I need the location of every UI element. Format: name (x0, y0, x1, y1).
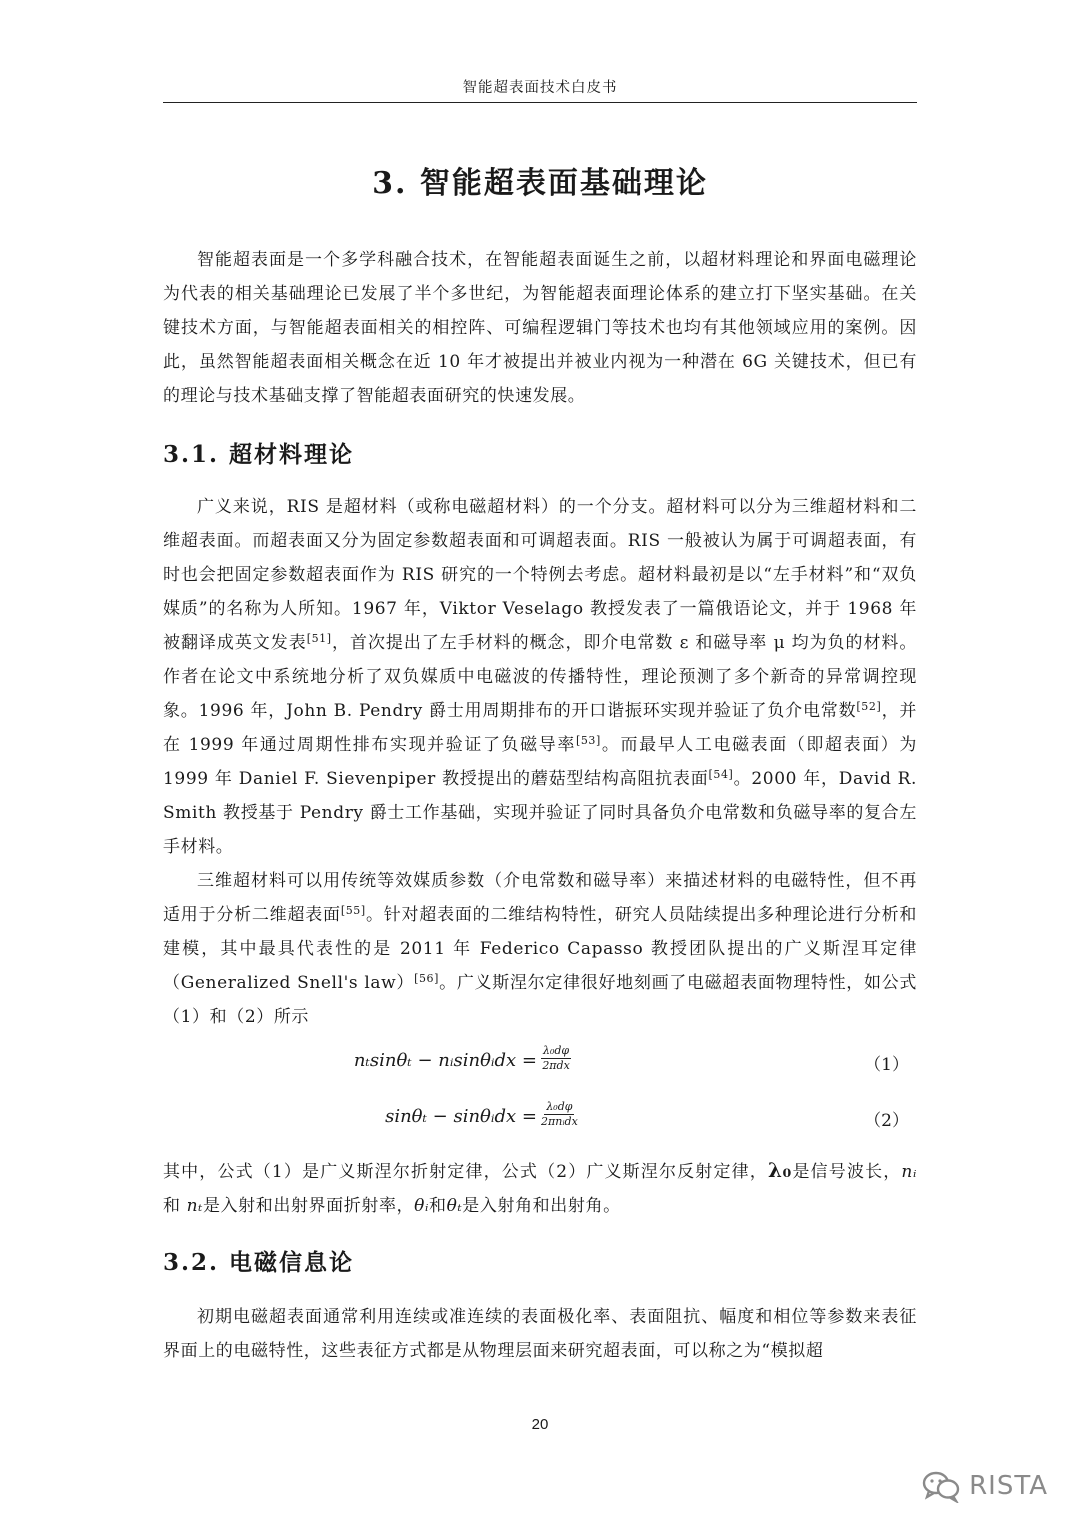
header-title: 智能超表面技术白皮书 (462, 80, 618, 96)
citation[interactable]: [52] (856, 700, 882, 713)
section-3-1-heading: 3.1. 超材料理论 (163, 441, 355, 468)
equation-1 (163, 1044, 917, 1084)
section-3-2-paragraph-1: 初期电磁超表面通常利用连续或准连续的表面极化率、表面阻抗、幅度和相位等参数来表征界面上的电磁特性，这些表征方式都是从物理层面来研究超表面，可以称之为“模拟超 (163, 1307, 917, 1361)
text-span: ，并在 1999 年通过周期性排布实现并验证了负磁导率 (163, 701, 918, 755)
citation[interactable]: [51] (306, 632, 332, 645)
citation[interactable]: [54] (708, 768, 734, 781)
wechat-icon (921, 1469, 961, 1503)
section-3-2-heading: 3.2. 电磁信息论 (163, 1249, 355, 1276)
text-span: 。广义斯涅尔定律很好地刻画了电磁超表面物理特性，如公式（1）和（2）所示 (163, 973, 918, 1027)
equation-number: （2） (864, 1111, 909, 1131)
chapter-title: 3. 智能超表面基础理论 (372, 166, 708, 201)
equation-2 (163, 1100, 917, 1140)
text-span: 三维超材料可以用传统等效媒质参数（介电常数和磁导率）来描述材料的电磁特性，但不再适用于分析二维超表面 (163, 871, 917, 925)
text-span: 。而最早人工电磁表面（即超表面）为 1999 年 Daniel F. Sievenpiper 教授提出的蘑菇型结构高阻抗表面 (163, 735, 918, 789)
section-3-1-paragraph-1 (163, 490, 917, 864)
citation[interactable]: [55] (340, 904, 366, 917)
text-span: 和 (163, 1196, 187, 1216)
text-span: 是信号波长， (791, 1162, 902, 1182)
equation-lhs: nₜsinθₜ − nᵢsinθᵢdx = (353, 1050, 537, 1071)
text-span: 是入射角和出射角。 (462, 1196, 621, 1216)
lambda-symbol: λ₀ (767, 1158, 792, 1182)
citation[interactable]: [53] (575, 734, 601, 747)
equation-number: （1） (864, 1055, 909, 1075)
fraction-denominator: 2πnᵢdx (541, 1115, 578, 1128)
intro-paragraph: 智能超表面是一个多学科融合技术，在智能超表面诞生之前，以超材料理论和界面电磁理论为代表的相关基础理论已发展了半个多世纪，为智能超表面理论体系的建立打下坚实基础。在关键技术方面，与智能超表面相关的相控阵、可编程逻辑门等技术也均有其他领域应用的案例。因此，虽然智能超表面相关概念在近 10 年才被提出并被业内视为一种潜在 6G 关键技术，但已有的理论与技术基础支撑了智能超表面研究的快速发展。 (163, 250, 917, 406)
equation-explanation (163, 1153, 917, 1223)
symbol-theta-i: θᵢ (414, 1196, 430, 1216)
text-span: 广义来说，RIS 是超材料（或称电磁超材料）的一个分支。超材料可以分为三维超材料和二维超表面。而超表面又分为固定参数超表面和可调超表面。RIS 一般被认为属于可调超表面，有时也会把固定参数超表面作为 RIS 研究的一个特例去考虑。超材料最初是以“左手材料”和“双负媒质”的名称为人所知。1967 年，Viktor Veselago 教授发表了一篇俄语论文，并于 1968 年被翻译成英文发表 (163, 497, 917, 653)
text-span: ，首次提出了左手材料的概念，即介电常数 ε 和磁导率 μ 均为负的材料。作者在论文中系统地分析了双负媒质中电磁波的传播特性，理论预测了多个新奇的异常调控现象。1996 年，John B. Pendry 爵士用周期排布的开口谐振环实现并验证了负介电常数 (163, 633, 917, 721)
text-span: 和 (429, 1196, 447, 1216)
page-number: 20 (531, 1416, 549, 1433)
symbol-ni: nᵢ (901, 1162, 917, 1182)
symbol-theta-t: θₜ (446, 1196, 463, 1216)
fraction-numerator: λ₀dφ (543, 1044, 570, 1057)
equation-lhs: sinθₜ − sinθᵢdx = (385, 1106, 537, 1127)
text-span: 。2000 年，David R. Smith 教授基于 Pendry 爵士工作基础，实现并验证了同时具备负介电常数和负磁导率的复合左手材料。 (163, 769, 917, 857)
watermark (921, 1466, 1048, 1506)
text-span: 是入射和出射界面折射率， (202, 1196, 415, 1216)
symbol-nt: nₜ (186, 1196, 203, 1216)
equation-fraction (541, 1044, 571, 1073)
section-3-1-paragraph-2 (163, 864, 917, 1034)
running-header (163, 74, 917, 103)
watermark-text: RISTA (969, 1471, 1048, 1501)
equation-fraction (541, 1100, 578, 1129)
citation[interactable]: [56] (414, 972, 440, 985)
fraction-numerator: λ₀dφ (546, 1100, 573, 1113)
text-span: 。针对超表面的二维结构特性，研究人员陆续提出多种理论进行分析和建模，其中最具代表性的是 2011 年 Federico Capasso 教授团队提出的广义斯涅耳定律（Generalized Snell's law） (163, 905, 917, 993)
fraction-denominator: 2πdx (542, 1059, 570, 1072)
text-span: 其中，公式（1）是广义斯涅尔折射定律，公式（2）广义斯涅尔反射定律， (163, 1162, 768, 1182)
